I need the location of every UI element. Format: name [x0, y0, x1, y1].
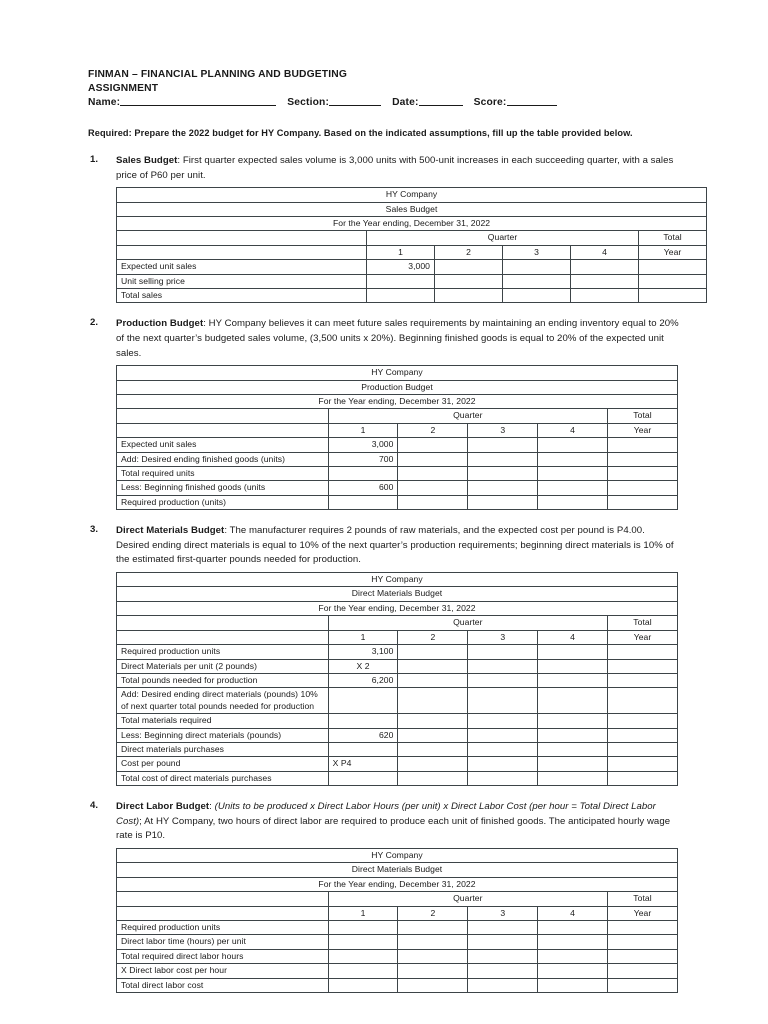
- cell-q2[interactable]: [398, 714, 468, 728]
- section-production-budget: [88, 317, 680, 510]
- table-column-header-row: [117, 630, 678, 644]
- table-period-row: [117, 877, 678, 891]
- total-header: Total: [608, 892, 678, 906]
- cell-q2[interactable]: [398, 728, 468, 742]
- table-period-row: [117, 217, 707, 231]
- section-direct-materials-budget: [88, 524, 680, 786]
- cell-q1[interactable]: [328, 688, 398, 714]
- cell-q4[interactable]: [538, 742, 608, 756]
- table-direct-labor-budget: [116, 848, 678, 993]
- table-period-row: [117, 395, 678, 409]
- cell-q3[interactable]: [468, 438, 538, 452]
- cell-total[interactable]: [608, 659, 678, 673]
- cell-total[interactable]: [608, 742, 678, 756]
- score-blank[interactable]: [507, 105, 557, 106]
- document-header: [88, 68, 680, 111]
- section-lead-4: [116, 800, 680, 844]
- cell-q3[interactable]: [468, 659, 538, 673]
- cell-q4[interactable]: [538, 964, 608, 978]
- table-row: [117, 481, 678, 495]
- row-label: Total direct labor cost: [117, 978, 329, 992]
- cell-q4[interactable]: [538, 438, 608, 452]
- table-column-header-row: [117, 906, 678, 920]
- cell-total[interactable]: [608, 978, 678, 992]
- empty-corner-cell: [117, 409, 329, 423]
- cell-q2[interactable]: [398, 495, 468, 509]
- table-quarter-header-row: [117, 231, 707, 245]
- section-title-2: Production Budget: [116, 318, 204, 330]
- table-row: [117, 728, 678, 742]
- quarter-header-1: 1: [367, 245, 435, 259]
- cell-q4[interactable]: [538, 714, 608, 728]
- cell-total[interactable]: [608, 438, 678, 452]
- table-subtitle-row: [117, 863, 678, 877]
- year-header: Year: [639, 245, 707, 259]
- cell-q4[interactable]: [538, 481, 608, 495]
- quarter-group-header: Quarter: [328, 892, 607, 906]
- row-label: Less: Beginning finished goods (units: [117, 481, 329, 495]
- cell-total[interactable]: [608, 467, 678, 481]
- cell-q1[interactable]: X P4: [328, 757, 398, 771]
- cell-q1[interactable]: [328, 920, 398, 934]
- cell-q1[interactable]: 3,000: [367, 260, 435, 274]
- empty-corner-cell: [117, 892, 329, 906]
- table-row: [117, 920, 678, 934]
- row-label: X Direct labor cost per hour: [117, 964, 329, 978]
- table-production-budget: [116, 365, 678, 510]
- cell-q1[interactable]: [328, 467, 398, 481]
- table-sales-budget: [116, 187, 707, 303]
- row-label: Direct Materials per unit (2 pounds): [117, 659, 329, 673]
- date-label: Date:: [392, 97, 419, 109]
- cell-q3[interactable]: [468, 978, 538, 992]
- section-body-4-italic: (Units to be produced x Direct Labor Hours (per unit) x Direct Labor Cost (per hour = Total Direct Labor Cost): [116, 801, 656, 827]
- row-label: Required production units: [117, 920, 329, 934]
- cell-q1[interactable]: 6,200: [328, 673, 398, 687]
- quarter-header-3: 3: [468, 906, 538, 920]
- cell-total[interactable]: [608, 645, 678, 659]
- row-label: Add: Desired ending direct materials (pounds) 10% of next quarter total pounds needed for production: [117, 688, 329, 714]
- cell-q2[interactable]: [398, 481, 468, 495]
- cell-q4[interactable]: [538, 659, 608, 673]
- cell-q2[interactable]: [398, 688, 468, 714]
- budget-period: For the Year ending, December 31, 2022: [117, 601, 678, 615]
- quarter-header-3: 3: [468, 630, 538, 644]
- cell-q3[interactable]: [468, 714, 538, 728]
- section-number-1: 1.: [90, 154, 99, 166]
- table-row: [117, 978, 678, 992]
- total-header: Total: [608, 616, 678, 630]
- row-label: Total pounds needed for production: [117, 673, 329, 687]
- cell-total[interactable]: [608, 673, 678, 687]
- quarter-header-1: 1: [328, 906, 398, 920]
- table-direct-materials-budget: [116, 572, 678, 786]
- cell-q4[interactable]: [538, 935, 608, 949]
- required-instructions: Required: Prepare the 2022 budget for HY Company. Based on the indicated assumptions, fill up the table provided below.: [88, 127, 633, 138]
- cell-q2[interactable]: [398, 673, 468, 687]
- cell-q4[interactable]: [571, 274, 639, 288]
- cell-total[interactable]: [639, 274, 707, 288]
- cell-total[interactable]: [608, 935, 678, 949]
- cell-q4[interactable]: [538, 771, 608, 785]
- row-label: Expected unit sales: [117, 260, 367, 274]
- empty-corner-cell: [117, 231, 367, 245]
- cell-total[interactable]: [608, 949, 678, 963]
- name-blank[interactable]: [120, 105, 276, 106]
- budget-period: For the Year ending, December 31, 2022: [117, 877, 678, 891]
- quarter-header-4: 4: [538, 906, 608, 920]
- total-header: Total: [639, 231, 707, 245]
- row-label: Required production (units): [117, 495, 329, 509]
- cell-total[interactable]: [608, 757, 678, 771]
- cell-q4[interactable]: [538, 757, 608, 771]
- date-blank[interactable]: [419, 105, 463, 106]
- section-body-1: : First quarter expected sales volume is 3,000 units with 500-unit increases in each succeeding quarter, with a sales price of P60 per unit.: [116, 155, 674, 181]
- row-label: Unit selling price: [117, 274, 367, 288]
- table-quarter-header-row: [117, 409, 678, 423]
- row-label: Less: Beginning direct materials (pounds): [117, 728, 329, 742]
- table-row: [117, 964, 678, 978]
- cell-q3[interactable]: [468, 771, 538, 785]
- cell-q4[interactable]: [538, 978, 608, 992]
- row-label: Total materials required: [117, 714, 329, 728]
- company-name: HY Company: [117, 366, 678, 380]
- quarter-group-header: Quarter: [328, 409, 607, 423]
- total-header: Total: [608, 409, 678, 423]
- cell-total[interactable]: [608, 714, 678, 728]
- cell-q2[interactable]: [398, 771, 468, 785]
- table-row: [117, 673, 678, 687]
- section-direct-labor-budget: [88, 800, 680, 993]
- score-label: Score:: [473, 97, 507, 109]
- empty-corner-cell-2: [117, 630, 329, 644]
- table-column-header-row: [117, 245, 707, 259]
- cell-q1[interactable]: [328, 978, 398, 992]
- section-number-3: 3.: [90, 524, 99, 536]
- budget-period: For the Year ending, December 31, 2022: [117, 395, 678, 409]
- cell-q2[interactable]: [435, 274, 503, 288]
- quarter-group-header: Quarter: [367, 231, 639, 245]
- cell-q3[interactable]: [468, 757, 538, 771]
- cell-q2[interactable]: [398, 467, 468, 481]
- row-label: Cost per pound: [117, 757, 329, 771]
- cell-q4[interactable]: [538, 688, 608, 714]
- section-body-4-tail: ; At HY Company, two hours of direct labor are required to produce each unit of finished goods. The anticipated hourly wage rate is P10.: [116, 815, 671, 842]
- table-title-row: [117, 573, 678, 587]
- cell-total[interactable]: [608, 481, 678, 495]
- table-row: [117, 495, 678, 509]
- cell-q1[interactable]: [328, 742, 398, 756]
- table-row: [117, 688, 678, 714]
- cell-q3[interactable]: [468, 920, 538, 934]
- quarter-header-3: 3: [468, 423, 538, 437]
- cell-q1[interactable]: 700: [328, 452, 398, 466]
- row-label: Add: Desired ending finished goods (units): [117, 452, 329, 466]
- table-subtitle-row: [117, 380, 678, 394]
- quarter-header-2: 2: [398, 630, 468, 644]
- cell-q3[interactable]: [468, 481, 538, 495]
- section-lead-3: [116, 524, 680, 568]
- row-label: Direct materials purchases: [117, 742, 329, 756]
- section-label: Section:: [287, 97, 330, 109]
- cell-q3[interactable]: [468, 728, 538, 742]
- cell-total[interactable]: [608, 495, 678, 509]
- cell-total[interactable]: [608, 920, 678, 934]
- cell-q2[interactable]: [398, 438, 468, 452]
- table-row: [117, 771, 678, 785]
- cell-total[interactable]: [608, 452, 678, 466]
- quarter-header-4: 4: [538, 423, 608, 437]
- cell-q4[interactable]: [571, 289, 639, 303]
- table-title-row: [117, 366, 678, 380]
- cell-q1[interactable]: [328, 714, 398, 728]
- section-blank[interactable]: [329, 105, 381, 106]
- empty-corner-cell-2: [117, 906, 329, 920]
- cell-q4[interactable]: [538, 920, 608, 934]
- quarter-header-4: 4: [538, 630, 608, 644]
- cell-q4[interactable]: [538, 949, 608, 963]
- table-column-header-row: [117, 423, 678, 437]
- cell-q1[interactable]: X 2: [328, 659, 398, 673]
- row-label: Total required direct labor hours: [117, 949, 329, 963]
- section-sales-budget: [88, 154, 680, 303]
- cell-q3[interactable]: [468, 467, 538, 481]
- company-name: HY Company: [117, 188, 707, 202]
- cell-q1[interactable]: 600: [328, 481, 398, 495]
- table-title-row: [117, 188, 707, 202]
- year-header: Year: [608, 423, 678, 437]
- cell-q3[interactable]: [503, 260, 571, 274]
- table-period-row: [117, 601, 678, 615]
- cell-q1[interactable]: [328, 949, 398, 963]
- cell-q3[interactable]: [468, 964, 538, 978]
- empty-corner-cell-2: [117, 245, 367, 259]
- cell-q4[interactable]: [538, 645, 608, 659]
- cell-q3[interactable]: [468, 935, 538, 949]
- section-body-4-colon: :: [209, 801, 215, 813]
- section-number-2: 2.: [90, 317, 99, 329]
- cell-q4[interactable]: [538, 728, 608, 742]
- table-row: [117, 742, 678, 756]
- budget-subtitle: Direct Materials Budget: [117, 863, 678, 877]
- cell-q2[interactable]: [398, 964, 468, 978]
- table-row: [117, 274, 707, 288]
- cell-q3[interactable]: [468, 495, 538, 509]
- table-quarter-header-row: [117, 892, 678, 906]
- cell-q1[interactable]: [367, 289, 435, 303]
- cell-q3[interactable]: [468, 688, 538, 714]
- student-info-row: [88, 96, 680, 110]
- section-title-3: Direct Materials Budget: [116, 525, 225, 537]
- company-name: HY Company: [117, 573, 678, 587]
- budget-subtitle: Sales Budget: [117, 202, 707, 216]
- table-subtitle-row: [117, 202, 707, 216]
- table-row: [117, 714, 678, 728]
- cell-q2[interactable]: [398, 757, 468, 771]
- year-header: Year: [608, 630, 678, 644]
- section-title-1: Sales Budget: [116, 155, 178, 167]
- cell-q1[interactable]: [328, 495, 398, 509]
- cell-q4[interactable]: [571, 260, 639, 274]
- cell-q2[interactable]: [398, 935, 468, 949]
- cell-q2[interactable]: [398, 645, 468, 659]
- quarter-header-2: 2: [398, 423, 468, 437]
- table-row: [117, 949, 678, 963]
- table-row: [117, 659, 678, 673]
- document-title-line1: FINMAN – FINANCIAL PLANNING AND BUDGETING: [88, 69, 347, 80]
- table-row: [117, 645, 678, 659]
- cell-q3[interactable]: [503, 289, 571, 303]
- section-lead-1: [116, 154, 680, 183]
- cell-q2[interactable]: [398, 978, 468, 992]
- table-quarter-header-row: [117, 616, 678, 630]
- cell-total[interactable]: [608, 771, 678, 785]
- cell-total[interactable]: [608, 728, 678, 742]
- cell-q3[interactable]: [468, 673, 538, 687]
- cell-q1[interactable]: [328, 771, 398, 785]
- table-row: [117, 438, 678, 452]
- section-body-3: : The manufacturer requires 2 pounds of raw materials, and the expected cost per pound is P4.00. Desired ending direct materials is equal to 10% of the next quarter’s production requirements; beginning direct materials is 10% of the estimated first-quarter pounds needed for production.: [116, 525, 674, 566]
- cell-q4[interactable]: [538, 495, 608, 509]
- year-header: Year: [608, 906, 678, 920]
- quarter-group-header: Quarter: [328, 616, 607, 630]
- cell-q4[interactable]: [538, 467, 608, 481]
- row-label: Total cost of direct materials purchases: [117, 771, 329, 785]
- quarter-header-4: 4: [571, 245, 639, 259]
- cell-q3[interactable]: [503, 274, 571, 288]
- empty-corner-cell: [117, 616, 329, 630]
- cell-total[interactable]: [639, 260, 707, 274]
- cell-q2[interactable]: [398, 742, 468, 756]
- section-title-4: Direct Labor Budget: [116, 801, 210, 813]
- cell-q1[interactable]: 3,100: [328, 645, 398, 659]
- table-row: [117, 757, 678, 771]
- empty-corner-cell-2: [117, 423, 329, 437]
- quarter-header-1: 1: [328, 630, 398, 644]
- cell-q2[interactable]: [435, 289, 503, 303]
- section-number-4: 4.: [90, 800, 99, 812]
- cell-q1[interactable]: [367, 274, 435, 288]
- row-label: Total required units: [117, 467, 329, 481]
- table-row: [117, 289, 707, 303]
- table-row: [117, 260, 707, 274]
- cell-q1[interactable]: [328, 964, 398, 978]
- document-title-line2: ASSIGNMENT: [88, 83, 159, 95]
- row-label: Direct labor time (hours) per unit: [117, 935, 329, 949]
- cell-q2[interactable]: [435, 260, 503, 274]
- table-title-row: [117, 848, 678, 862]
- cell-q2[interactable]: [398, 920, 468, 934]
- budget-subtitle: Production Budget: [117, 380, 678, 394]
- budget-period: For the Year ending, December 31, 2022: [117, 217, 707, 231]
- cell-q3[interactable]: [468, 645, 538, 659]
- cell-q2[interactable]: [398, 949, 468, 963]
- table-row: [117, 467, 678, 481]
- cell-q3[interactable]: [468, 949, 538, 963]
- table-row: [117, 935, 678, 949]
- cell-q2[interactable]: [398, 659, 468, 673]
- row-label: Required production units: [117, 645, 329, 659]
- table-subtitle-row: [117, 587, 678, 601]
- cell-total[interactable]: [608, 964, 678, 978]
- cell-total[interactable]: [639, 289, 707, 303]
- cell-q3[interactable]: [468, 452, 538, 466]
- table-row: [117, 452, 678, 466]
- name-label: Name:: [88, 97, 121, 109]
- quarter-header-1: 1: [328, 423, 398, 437]
- company-name: HY Company: [117, 848, 678, 862]
- quarter-header-2: 2: [435, 245, 503, 259]
- row-label: Total sales: [117, 289, 367, 303]
- quarter-header-3: 3: [503, 245, 571, 259]
- budget-subtitle: Direct Materials Budget: [117, 587, 678, 601]
- cell-total[interactable]: [608, 688, 678, 714]
- section-body-2: : HY Company believes it can meet future sales requirements by maintaining an ending inventory equal to 20% of the next quarter’s budgeted sales volume, (3,500 units x 20%). Beginning finished goods is equal to 20% of the expected unit sales.: [116, 318, 679, 359]
- row-label: Expected unit sales: [117, 438, 329, 452]
- cell-q1[interactable]: 620: [328, 728, 398, 742]
- cell-q1[interactable]: [328, 935, 398, 949]
- section-lead-2: [116, 317, 680, 361]
- cell-q4[interactable]: [538, 673, 608, 687]
- cell-q1[interactable]: 3,000: [328, 438, 398, 452]
- cell-q2[interactable]: [398, 452, 468, 466]
- cell-q3[interactable]: [468, 742, 538, 756]
- quarter-header-2: 2: [398, 906, 468, 920]
- cell-q4[interactable]: [538, 452, 608, 466]
